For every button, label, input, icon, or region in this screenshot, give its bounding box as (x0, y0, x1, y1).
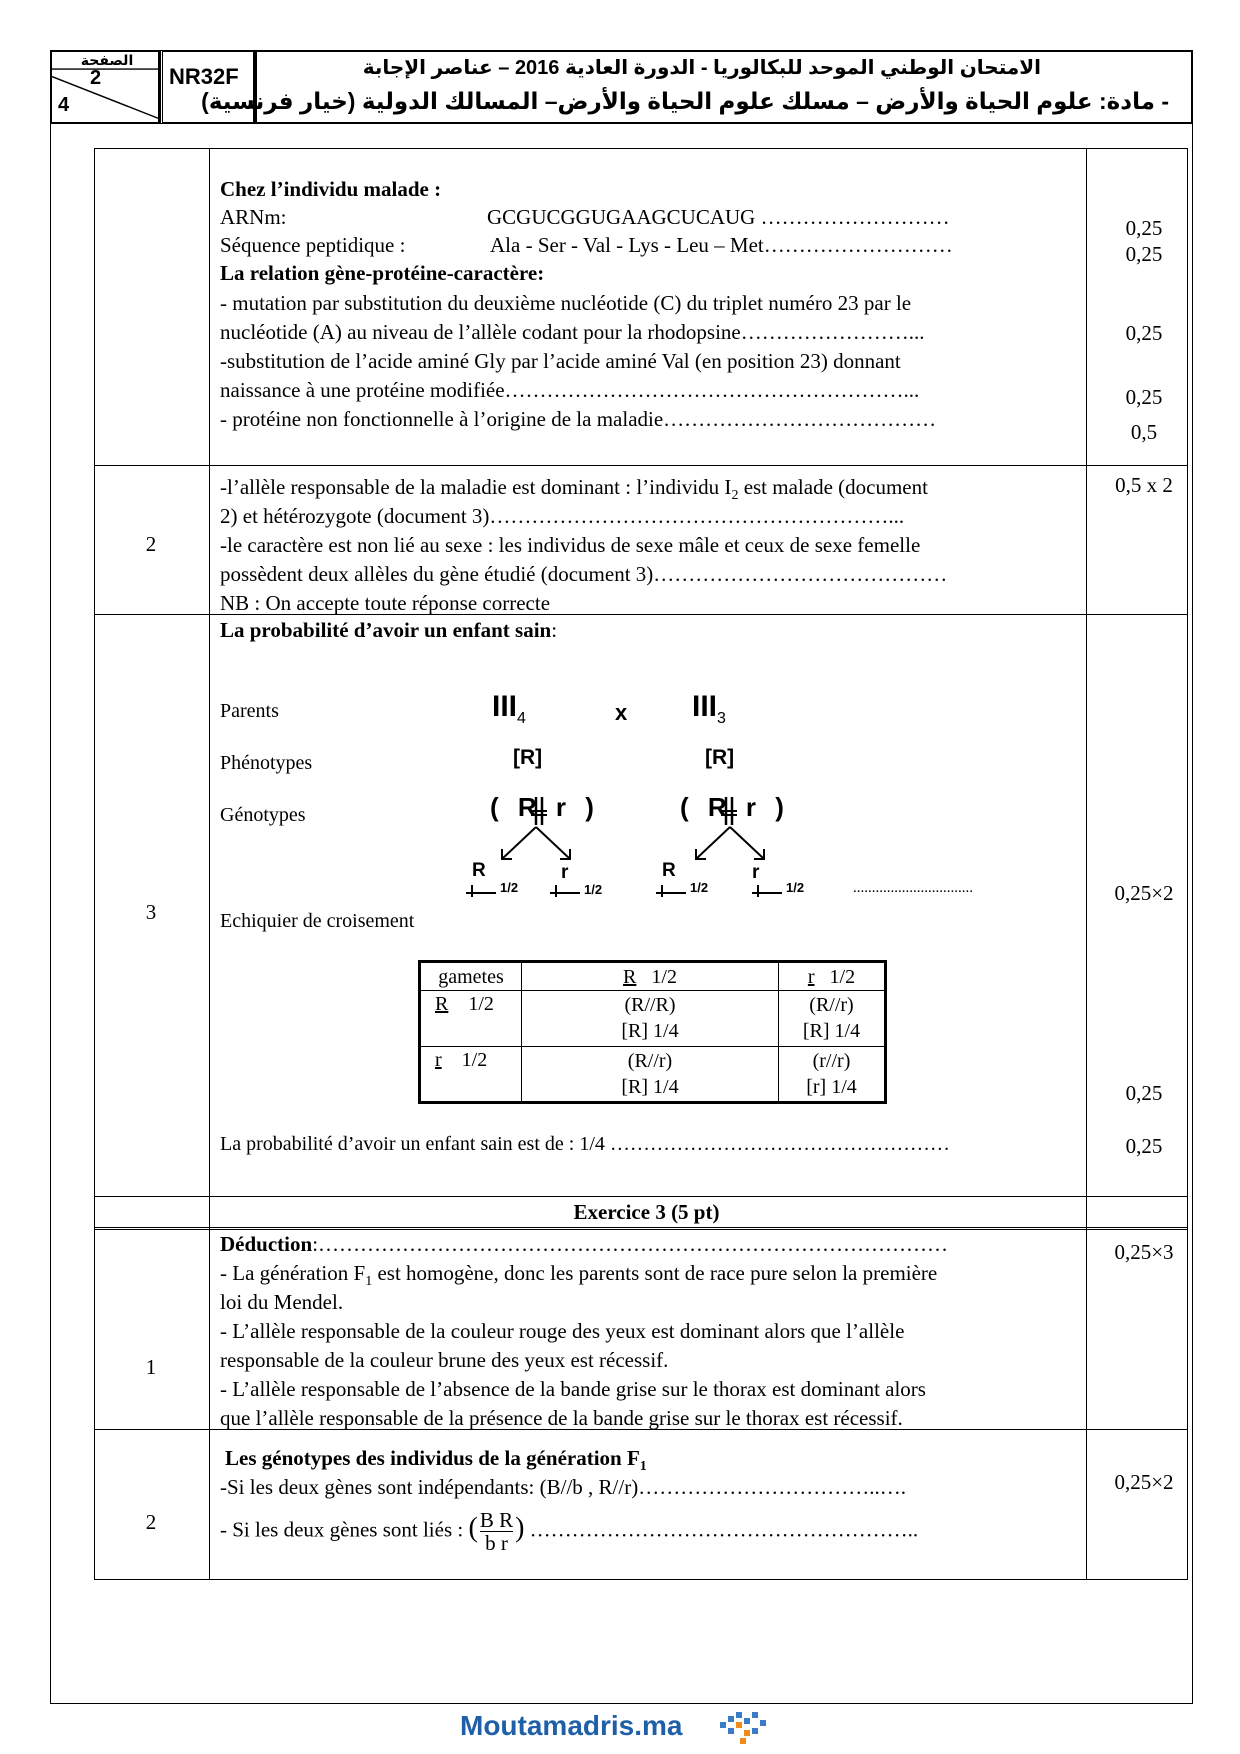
s3-cross-symbol: x (615, 700, 628, 725)
s1-line-3: -substitution de l’acide aminé Gly par l’acide aminé Val (en position 23) donnant (220, 349, 901, 373)
ex3-q2-line-1: -Si les deux gènes sont indépendants: (B//b , R//r)……………………………..…. (220, 1475, 906, 1499)
s1-arnm-label: ARNm: (220, 205, 287, 229)
s2-score: 0,5 x 2 (1115, 473, 1173, 497)
s1-score-3: 0,25 (1125, 321, 1163, 345)
s1-line-4: naissance à une protéine modifiée…………………………………………………... (220, 378, 920, 402)
s3-phenotype-1: [R] (513, 746, 543, 769)
ex3-q2-number: 2 (145, 1510, 157, 1534)
s3-genotype-1: ( R r ) (490, 792, 600, 822)
col-divider-1 (209, 149, 210, 1579)
s3-phenotypes-label: Phénotypes (220, 752, 313, 774)
s2-line-5: NB : On accepte toute réponse correcte (220, 591, 551, 615)
s3-gamete-R-1: R (472, 860, 486, 881)
punnett-row-2: r 1/2 (421, 1046, 522, 1102)
ex3-q1-heading: Déduction:……………………………………………………………………………… (220, 1232, 949, 1256)
page-total: 4 (58, 94, 70, 116)
punnett-col-2: r 1/2 (779, 963, 885, 991)
s3-gamete-freq-4: 1/2 (786, 880, 805, 895)
exercise3-title: Exercice 3 (5 pt) (573, 1200, 720, 1224)
s3-gamete-r-1: r (561, 862, 569, 883)
page-number-box (50, 50, 160, 124)
punnett-cell-11: (R//R) [R] 1/4 (522, 991, 779, 1047)
punnett-cell-21: (R//r) [R] 1/4 (522, 1046, 779, 1102)
s3-parent-1: $III_4$ (492, 690, 526, 727)
s1-score-2: 0,25 (1125, 242, 1163, 266)
s3-genotype-2: ( R r ) (680, 792, 790, 822)
footer-logo[interactable] (460, 1706, 790, 1750)
row-divider-3 (95, 1196, 1187, 1197)
row-divider-1 (95, 465, 1187, 466)
s3-parent-2: $III_3$ (692, 690, 726, 727)
ex3-q1-line-3: - L’allèle responsable de la couleur rouge des yeux est dominant alors que l’allèle (220, 1319, 905, 1343)
ex3-q1-line-5: - L’allèle responsable de l’absence de la bande grise sur le thorax est dominant alors (220, 1377, 926, 1401)
ex3-q2-heading: Les génotypes des individus de la génération $F_1$ (225, 1446, 647, 1475)
ex3-q1-line-4: responsable de la couleur brune des yeux est récessif. (220, 1348, 669, 1372)
s3-phenotype-2: [R] (705, 746, 735, 769)
s3-parents-label: Parents (220, 700, 279, 722)
exam-code: NR32F (169, 64, 239, 89)
exam-title-line2: - مادة: علوم الحياة والأرض – مسلك علوم الحياة والأرض– المسالك الدولية (خيار فرنسية) (201, 88, 1169, 114)
page-current: 2 (90, 67, 102, 89)
s3-heading: La probabilité d’avoir un enfant sain: (220, 618, 558, 642)
s3-number: 3 (145, 900, 157, 924)
punnett-square (418, 960, 887, 1104)
s3-score-2: 0,25 (1125, 1081, 1163, 1105)
punnett-cell-12: (R//r) [R] 1/4 (779, 991, 885, 1047)
page-label: الصفحة (80, 52, 134, 68)
s2-line-2: 2) et hétérozygote (document 3)…………………………………………………... (220, 504, 905, 528)
s3-gamete-r-2: r (752, 862, 760, 883)
col-divider-2 (1086, 149, 1087, 1579)
s1-score-1: 0,25 (1125, 216, 1163, 240)
s2-line-4: possèdent deux allèles du gène étudié (document 3)…………………………………… (220, 562, 948, 586)
gamete-arrows-icon (450, 825, 870, 865)
chromosome-pair-icon (710, 795, 750, 827)
s1-score-5: 0,5 (1130, 420, 1158, 444)
s3-gamete-freq-1: 1/2 (500, 880, 519, 895)
s3-echiquier-label: Echiquier de croisement (220, 910, 415, 932)
s3-score-3: 0,25 (1125, 1134, 1163, 1158)
s3-gamete-R-2: R (662, 860, 676, 881)
ex3-q1-line-1: - La génération $F_1$ est homogène, donc les parents sont de race pure selon la première (220, 1261, 938, 1290)
ex3-q2-line-2: - Si les deux gènes sont liés : ( $\frac{\text{B R}}{\text{b r}}$ ) ……………………………………………….. (220, 1508, 919, 1555)
s3-gamete-freq-3: 1/2 (690, 880, 709, 895)
s1-heading: Chez l’individu malade : (220, 177, 442, 201)
pixel-logo-icon (716, 1708, 774, 1748)
punnett-row-1: R 1/2 (421, 991, 522, 1047)
s1-arnm-value: GCGUCGGUGAAGCUCAUG ……………………… (487, 205, 950, 229)
s3-genotypes-label: Génotypes (220, 804, 306, 826)
s3-conclusion: La probabilité d’avoir un enfant sain est de : 1/4 …………………………………………… (220, 1133, 950, 1155)
ex3-q1-number: 1 (145, 1355, 157, 1379)
ex3-q1-score: 0,25×3 (1114, 1240, 1174, 1264)
ex3-q2-score: 0,25×2 (1114, 1470, 1174, 1494)
s1-line-5: - protéine non fonctionnelle à l’origine de la maladie………………………………… (220, 407, 937, 431)
s1-line-1: - mutation par substitution du deuxième nucléotide (C) du triplet numéro 23 par le (220, 291, 912, 315)
s1-score-4: 0,25 (1125, 385, 1163, 409)
s1-peptide-value: Ala - Ser - Val - Lys - Leu – Met……………………… (490, 233, 953, 257)
s3-score-1: 0,25×2 (1114, 881, 1174, 905)
ex3-q2-frac-top: B R (479, 1508, 514, 1532)
punnett-col-1: R 1/2 (522, 963, 779, 991)
punnett-cell-22: (r//r) [r] 1/4 (779, 1046, 885, 1102)
s2-line-1: -l’allèle responsable de la maladie est dominant : l’individu $I_2$ est malade (document (220, 475, 928, 504)
s2-line-3: -le caractère est non lié au sexe : les individus de sexe mâle et ceux de sexe femelle (220, 533, 921, 557)
s3-gamete-freq-2: 1/2 (584, 882, 603, 897)
ex3-q1-line-2: loi du Mendel. (220, 1290, 344, 1314)
ex3-q1-line-6: que l’allèle responsable de la présence de la bande grise sur le thorax est récessif. (220, 1406, 903, 1430)
s2-number: 2 (145, 532, 157, 556)
punnett-corner: gametes (421, 963, 522, 991)
s3-dots: ................................ (853, 880, 973, 896)
s1-relation-heading: La relation gène-protéine-caractère: (220, 261, 545, 285)
footer-logo-text: Moutamadris.ma (460, 1710, 683, 1741)
exam-title-line1: الامتحان الوطني الموحد للبكالوريا - الدورة العادية 2016 – عناصر الإجابة (362, 57, 1041, 79)
chromosome-pair-icon (520, 795, 560, 827)
s1-peptide-label: Séquence peptidique : (220, 233, 406, 257)
ex3-q2-frac-bottom: b r (485, 1531, 508, 1555)
s1-line-2: nucléotide (A) au niveau de l’allèle codant pour la rhodopsine……………………... (220, 320, 925, 344)
